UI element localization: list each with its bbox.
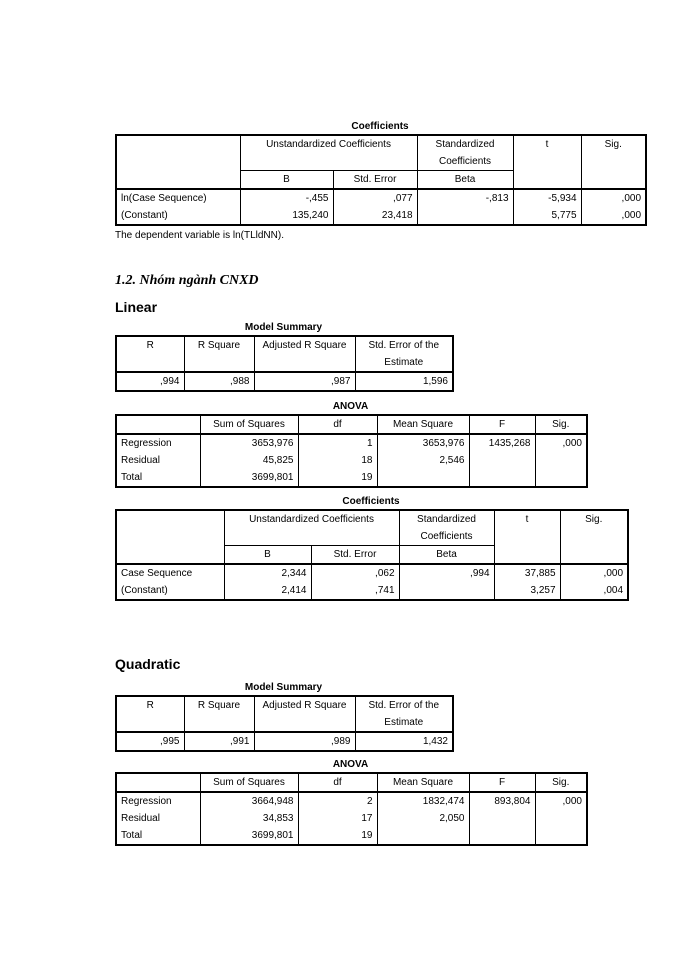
row-label: Residual <box>116 452 200 469</box>
row-label: Regression <box>116 792 200 810</box>
cell-sig <box>535 469 587 487</box>
cell-t: 37,885 <box>494 564 560 582</box>
cell-sig: ,000 <box>560 564 628 582</box>
header-unstandardized: Unstandardized Coefficients <box>240 135 417 171</box>
cell-f: 1435,268 <box>469 434 535 452</box>
cell-df: 19 <box>298 469 377 487</box>
section-title: 1.2. Nhóm ngành CNXD <box>115 273 259 288</box>
corner-cell <box>116 135 240 189</box>
header-sum-of-squares: Sum of Squares <box>200 415 298 434</box>
cell-mean-square: 2,546 <box>377 452 469 469</box>
cell-mean-square: 3653,976 <box>377 434 469 452</box>
header-r-square: R Square <box>184 336 254 372</box>
cell-f: 893,804 <box>469 792 535 810</box>
corner-cell <box>116 415 200 434</box>
quadratic-anova-block <box>115 759 586 846</box>
header-t: t <box>494 510 560 564</box>
cell-f <box>469 810 535 827</box>
header-unstandardized: Unstandardized Coefficients <box>224 510 399 546</box>
linear-model-summary-block <box>115 322 452 392</box>
header-std-error: Std. Error <box>333 171 417 190</box>
linear-title: Linear <box>115 299 158 315</box>
header-beta: Beta <box>417 171 513 190</box>
linear-anova-block <box>115 401 586 488</box>
row-label: Regression <box>116 434 200 452</box>
cell-t: 3,257 <box>494 582 560 600</box>
cell-f <box>469 827 535 845</box>
header-adjusted-r-square: Adjusted R Square <box>254 696 355 732</box>
cell-std-error: ,062 <box>311 564 399 582</box>
header-sig: Sig. <box>581 135 646 189</box>
header-standardized <box>399 510 494 546</box>
corner-cell <box>116 510 224 564</box>
cell-sum-of-squares: 3699,801 <box>200 469 298 487</box>
cell-beta <box>417 207 513 225</box>
cell-b: 135,240 <box>240 207 333 225</box>
header-t: t <box>513 135 581 189</box>
cell-sig <box>535 810 587 827</box>
coefficients-table <box>115 509 629 601</box>
header-standardized-line1: Standardized <box>435 139 495 150</box>
row-label: Total <box>116 469 200 487</box>
header-std-error-line1: Std. Error of the <box>368 340 440 351</box>
coefficients-table-1-block <box>115 121 645 242</box>
header-df: df <box>298 415 377 434</box>
header-r: R <box>116 336 184 372</box>
header-r: R <box>116 696 184 732</box>
cell-sig: ,000 <box>581 189 646 207</box>
cell-sum-of-squares: 3699,801 <box>200 827 298 845</box>
cell-std-error-estimate: 1,432 <box>355 732 453 751</box>
row-label: ln(Case Sequence) <box>116 189 240 207</box>
row-label: Residual <box>116 810 200 827</box>
header-r-square: R Square <box>184 696 254 732</box>
header-std-error-estimate <box>355 696 453 732</box>
cell-sig <box>535 827 587 845</box>
row-label: Total <box>116 827 200 845</box>
cell-sig: ,004 <box>560 582 628 600</box>
corner-cell <box>116 773 200 792</box>
cell-mean-square <box>377 827 469 845</box>
header-beta: Beta <box>399 546 494 565</box>
header-f: F <box>469 773 535 792</box>
cell-r: ,994 <box>116 372 184 391</box>
header-std-error-line2: Estimate <box>384 717 424 728</box>
cell-sig: ,000 <box>535 792 587 810</box>
cell-df: 18 <box>298 452 377 469</box>
header-sig: Sig. <box>535 415 587 434</box>
header-f: F <box>469 415 535 434</box>
row-label: (Constant) <box>116 582 224 600</box>
cell-f <box>469 469 535 487</box>
model-summary-table <box>115 695 454 752</box>
cell-r-square: ,988 <box>184 372 254 391</box>
cell-mean-square: 1832,474 <box>377 792 469 810</box>
header-df: df <box>298 773 377 792</box>
header-b: B <box>240 171 333 190</box>
header-sig: Sig. <box>535 773 587 792</box>
cell-b: -,455 <box>240 189 333 207</box>
cell-b: 2,344 <box>224 564 311 582</box>
header-std-error: Std. Error <box>311 546 399 565</box>
anova-caption: ANOVA <box>332 401 369 412</box>
header-standardized-line2: Coefficients <box>420 531 473 542</box>
linear-coefficients-block <box>115 496 627 601</box>
cell-sig <box>535 452 587 469</box>
cell-sum-of-squares: 34,853 <box>200 810 298 827</box>
quadratic-title: Quadratic <box>115 656 181 672</box>
cell-df: 1 <box>298 434 377 452</box>
cell-df: 2 <box>298 792 377 810</box>
cell-b: 2,414 <box>224 582 311 600</box>
cell-df: 17 <box>298 810 377 827</box>
header-b: B <box>224 546 311 565</box>
cell-sum-of-squares: 3653,976 <box>200 434 298 452</box>
cell-mean-square: 2,050 <box>377 810 469 827</box>
cell-t: -5,934 <box>513 189 581 207</box>
row-label: (Constant) <box>116 207 240 225</box>
header-sig: Sig. <box>560 510 628 564</box>
cell-adjusted-r-square: ,989 <box>254 732 355 751</box>
header-std-error-line2: Estimate <box>384 357 424 368</box>
row-label: Case Sequence <box>116 564 224 582</box>
cell-beta: -,813 <box>417 189 513 207</box>
cell-mean-square <box>377 469 469 487</box>
anova-caption: ANOVA <box>332 759 369 770</box>
anova-table <box>115 772 588 846</box>
coefficients-caption: Coefficients <box>351 121 409 132</box>
header-adjusted-r-square: Adjusted R Square <box>254 336 355 372</box>
cell-beta: ,994 <box>399 564 494 582</box>
cell-beta <box>399 582 494 600</box>
cell-sum-of-squares: 45,825 <box>200 452 298 469</box>
cell-sig: ,000 <box>581 207 646 225</box>
cell-sum-of-squares: 3664,948 <box>200 792 298 810</box>
header-std-error-line1: Std. Error of the <box>368 700 440 711</box>
cell-std-error-estimate: 1,596 <box>355 372 453 391</box>
cell-std-error: 23,418 <box>333 207 417 225</box>
model-summary-table <box>115 335 454 392</box>
quadratic-model-summary-block <box>115 682 452 752</box>
dependent-variable-note: The dependent variable is ln(TLldNN). <box>115 230 284 241</box>
cell-t: 5,775 <box>513 207 581 225</box>
header-mean-square: Mean Square <box>377 773 469 792</box>
cell-r-square: ,991 <box>184 732 254 751</box>
cell-r: ,995 <box>116 732 184 751</box>
header-sum-of-squares: Sum of Squares <box>200 773 298 792</box>
coefficients-table <box>115 134 647 226</box>
header-standardized-line1: Standardized <box>417 514 476 525</box>
header-standardized <box>417 135 513 171</box>
cell-sig: ,000 <box>535 434 587 452</box>
cell-df: 19 <box>298 827 377 845</box>
coefficients-caption: Coefficients <box>342 496 400 507</box>
model-summary-caption: Model Summary <box>244 322 323 333</box>
model-summary-caption: Model Summary <box>244 682 323 693</box>
header-mean-square: Mean Square <box>377 415 469 434</box>
cell-std-error: ,741 <box>311 582 399 600</box>
cell-std-error: ,077 <box>333 189 417 207</box>
header-standardized-line2: Coefficients <box>438 156 492 167</box>
anova-table <box>115 414 588 488</box>
header-std-error-estimate <box>355 336 453 372</box>
cell-adjusted-r-square: ,987 <box>254 372 355 391</box>
cell-f <box>469 452 535 469</box>
